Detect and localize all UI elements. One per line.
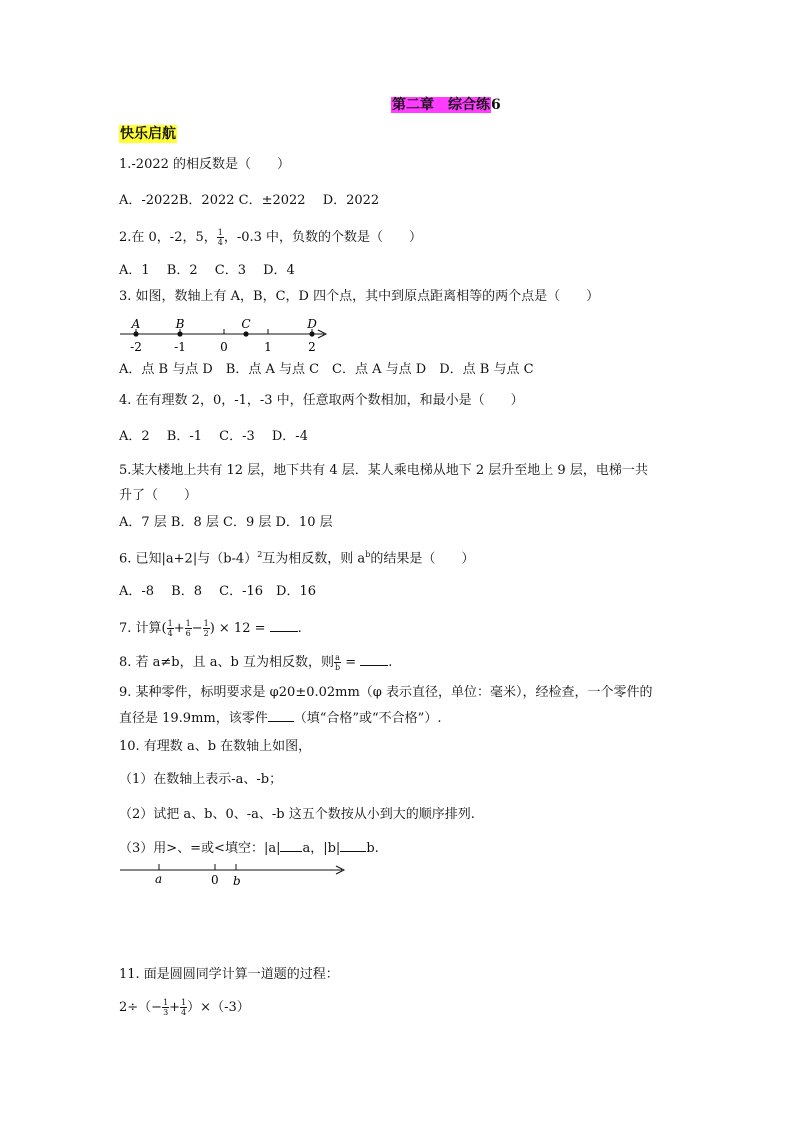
q3-point-c xyxy=(243,331,248,336)
q2-fraction: $\frac{1}{4}$ xyxy=(217,228,223,247)
q3-point-label-b: B xyxy=(175,317,185,331)
q10-part3: （3）用>、=或<填空：|a| a，|b| b. xyxy=(119,841,379,856)
q7-answer-blank[interactable] xyxy=(270,631,298,632)
q3-point-label-d: D xyxy=(307,317,317,331)
section-heading: 快乐启航 xyxy=(120,126,176,142)
q9-line1: 9. 某种零件，标明要求是 φ20±0.02mm（φ 表示直径，单位：毫米），经检查，一个零件的 xyxy=(119,685,653,700)
q3-point-label-a: A xyxy=(131,317,141,331)
title-highlight: 第二章 综合练 xyxy=(392,97,490,113)
q6-options: A．-8 B．8 C．-16 D．16 xyxy=(119,584,316,599)
q3-tick-label: 1 xyxy=(264,340,272,354)
q2-options: A．1 B．2 C．3 D．4 xyxy=(119,263,295,278)
q3-options: A．点 B 与点 D B．点 A 与点 C C．点 A 与点 D D．点 B 与点 C xyxy=(119,362,534,377)
q4-options: A．2 B．-1 C．-3 D．-4 xyxy=(119,429,308,444)
q4-stem: 4. 在有理数 2，0，-1，-3 中，任意取两个数相加，和最小是（ ） xyxy=(119,393,524,408)
q10-label-b: b xyxy=(233,874,241,888)
q7-stem: 7. 计算( $\frac{1}{4}$ + $\frac{1}{6}$ − $\frac{1}{2}$ ) × 12 = . xyxy=(119,619,302,638)
q10-part1: （1）在数轴上表示-a、-b； xyxy=(119,772,283,787)
q1-options: A．-2022B．2022 C．±2022 D．2022 xyxy=(119,193,380,208)
q10-blank-b[interactable] xyxy=(340,851,366,852)
q11-expression: 2÷（− $\frac{1}{3}$ + $\frac{1}{4}$ ）×（-3） xyxy=(119,998,250,1017)
q6-stem: 6. 已知|a+2|与$(b-4)^2$互为相反数，则 $a^b$的结果是（ ） xyxy=(119,550,475,567)
q5-stem-line1: 5.某大楼地上共有 12 层，地下共有 4 层．某人乘电梯从地下 2 层升至地上 9 层，电梯一共 xyxy=(119,463,648,478)
q3-point-label-c: C xyxy=(241,317,251,331)
q3-number-line xyxy=(118,314,338,356)
q10-label-zero: 0 xyxy=(211,873,219,887)
q3-tick-label: -1 xyxy=(174,340,186,354)
q9-answer-blank[interactable] xyxy=(268,721,294,722)
q5-stem-line2: 升了（ ） xyxy=(119,488,198,503)
page-title: 第二章 综合练6 xyxy=(392,97,501,113)
q3-point-b xyxy=(177,331,182,336)
q3-point-d xyxy=(309,331,314,336)
q11-stem: 11. 面是圆圆同学计算一道题的过程： xyxy=(119,967,339,982)
q10-stem: 10. 有理数 a、b 在数轴上如图， xyxy=(119,739,312,754)
q10-blank-a[interactable] xyxy=(280,851,302,852)
q3-stem: 3. 如图，数轴上有 A，B，C，D 四个点，其中到原点距离相等的两个点是（ ） xyxy=(119,289,600,304)
q2-stem: 2.在 0，-2，5， $\frac{1}{4}$ ，-0.3 中，负数的个数是（ ） xyxy=(119,228,423,247)
q3-tick-label: -2 xyxy=(130,340,142,354)
q3-tick-label: 0 xyxy=(220,340,228,354)
q10-part2: （2）试把 a、b、0、-a、-b 这五个数按从小到大的顺序排列. xyxy=(119,807,475,822)
q10-label-a: a xyxy=(155,872,163,886)
q3-tick-label: 2 xyxy=(308,340,316,354)
q8-stem: 8. 若 a≠b，且 a、b 互为相反数，则 $\frac{a}{b}$ = . xyxy=(119,653,393,672)
q9-line2: 直径是 19.9mm，该零件 （填“合格”或“不合格”）. xyxy=(119,711,442,726)
q3-point-a xyxy=(133,331,138,336)
q5-options: A．7 层 B．8 层 C．9 层 D．10 层 xyxy=(119,515,333,530)
q8-answer-blank[interactable] xyxy=(360,665,388,666)
q10-number-line xyxy=(118,860,350,890)
q1-stem: 1.-2022 的相反数是（ ） xyxy=(119,157,291,172)
